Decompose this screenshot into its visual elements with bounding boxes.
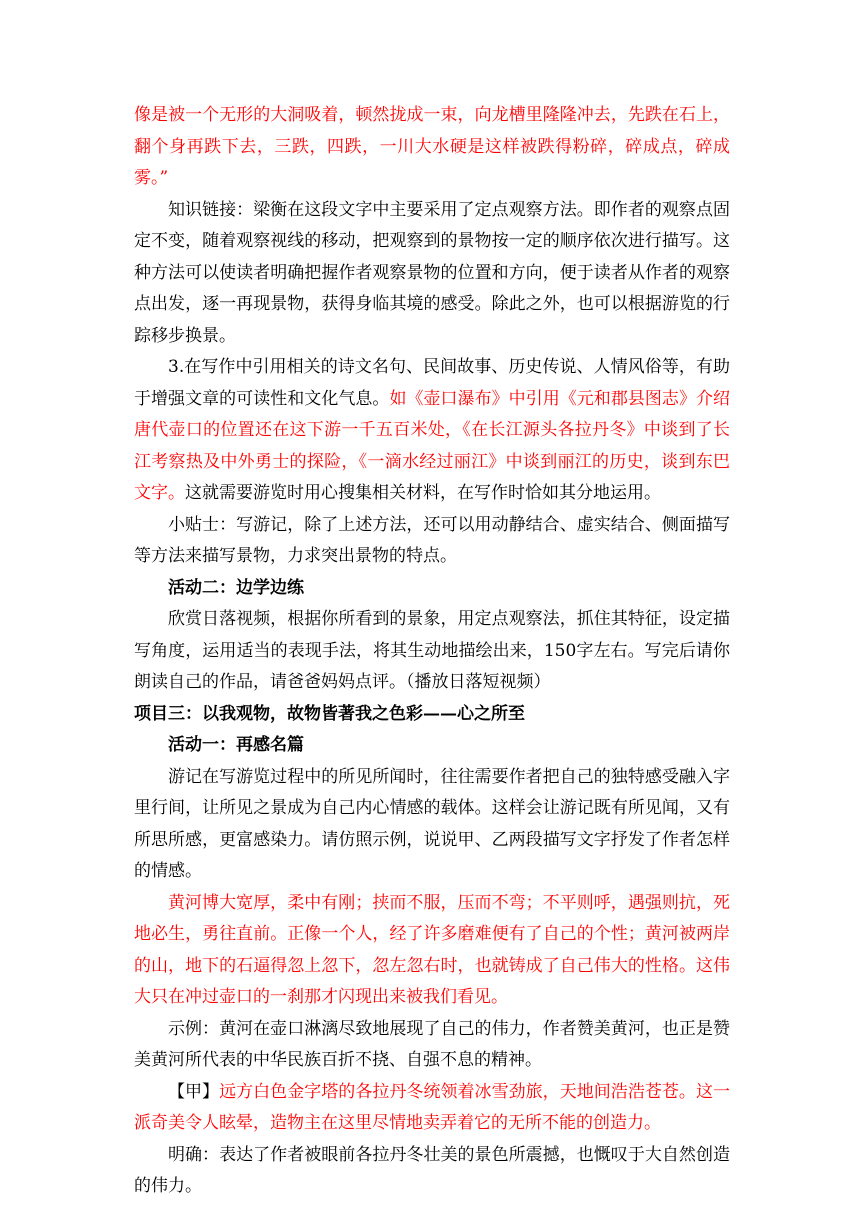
activity-2-heading: 活动二：边学边练 xyxy=(168,577,304,598)
point-3-lead: 3.在写作中引用相关的诗文名句、民间故事、历史传说、人情风俗等，有助于增强文章的可读性和文化气息。 xyxy=(134,357,730,409)
excerpt-jia-text: 远方白色金字塔的各拉丹冬统领着冰雪劲旅，天地间浩浩苍苍。这一派奇美令人眩晕，造物主在这里尽情地卖弄着它的无所不能的创造力。 xyxy=(134,1081,730,1133)
yellow-river-excerpt: 黄河博大宽厚，柔中有刚；挟而不服，压而不弯；不平则呼，遇强则抗，死地必生，勇往直前。正像一个人，经了许多磨难便有了自己的个性；黄河被两岸的山，地下的石逼得忽上忽下，忽左忽右时，也就铸成了自己伟大的性格。这伟大只在冲过壶口的一刹那才闪现出来被我们看见。 xyxy=(134,892,730,1007)
quote-continuation: 像是被一个无形的大洞吸着，顿然拢成一束，向龙槽里隆隆冲去，先跌在石上，翻个身再跌下去，三跌，四跌，一川大水硬是这样被跌得粉碎，碎成点，碎成雾。” xyxy=(134,105,730,188)
clarify-paragraph: 明确：表达了作者被眼前各拉丹冬壮美的景色所震撼，也慨叹于大自然创造的伟力。 xyxy=(134,1144,730,1196)
tip-paragraph: 小贴士：写游记，除了上述方法，还可以用动静结合、虚实结合、侧面描写等方法来描写景物，力求突出景物的特点。 xyxy=(134,514,730,566)
point-3-tail: 这就需要游览时用心搜集相关材料，在写作时恰如其分地运用。 xyxy=(185,483,661,503)
point-3-paragraph xyxy=(134,352,730,510)
activity-2-paragraph: 欣赏日落视频，根据你所看到的景象，用定点观察法，抓住其特征，设定描写角度，运用适当的表现手法，将其生动地描绘出来，150字左右。写完后请你朗读自己的作品，请爸爸妈妈点评。（播放日落短视频） xyxy=(134,609,730,692)
knowledge-link-paragraph: 知识链接：梁衡在这段文字中主要采用了定点观察方法。即作者的观察点固定不变，随着观察视线的移动，把观察到的景物按一定的顺序依次进行描写。这种方法可以使读者明确把握作者观察景物的位置和方向，便于读者从作者的观察点出发，逐一再现景物，获得身临其境的感受。除此之外，也可以根据游览的行踪移步换景。 xyxy=(134,199,730,346)
activity-1-heading: 活动一：再感名篇 xyxy=(168,735,304,755)
document-body xyxy=(134,100,730,1203)
point-3-examples: 如《壶口瀑布》中引用《元和郡县图志》介绍唐代壶口的位置还在这下游一千五百米处，《在长江源头各拉丹冬》中谈到了长江考察热及中外勇士的探险，《一滴水经过丽江》中谈到丽江的历史，谈到东巴文字。 xyxy=(134,388,731,503)
example-paragraph: 示例：黄河在壶口淋漓尽致地展现了自己的伟力，作者赞美黄河，也正是赞美黄河所代表的中华民族百折不挠、自强不息的精神。 xyxy=(134,1018,730,1070)
excerpt-jia-paragraph xyxy=(134,1077,730,1140)
project-3-heading: 项目三：以我观物，故物皆著我之色彩——心之所至 xyxy=(134,703,525,724)
activity-1-paragraph: 游记在写游览过程中的所见所闻时，往往需要作者把自己的独特感受融入字里行间，让所见之景成为自己内心情感的载体。这样会让游记既有所见闻，又有所思所感，更富感染力。请仿照示例，说说甲、乙两段描写文字抒发了作者怎样的情感。 xyxy=(134,766,730,881)
excerpt-jia-label: 【甲】 xyxy=(168,1081,220,1102)
